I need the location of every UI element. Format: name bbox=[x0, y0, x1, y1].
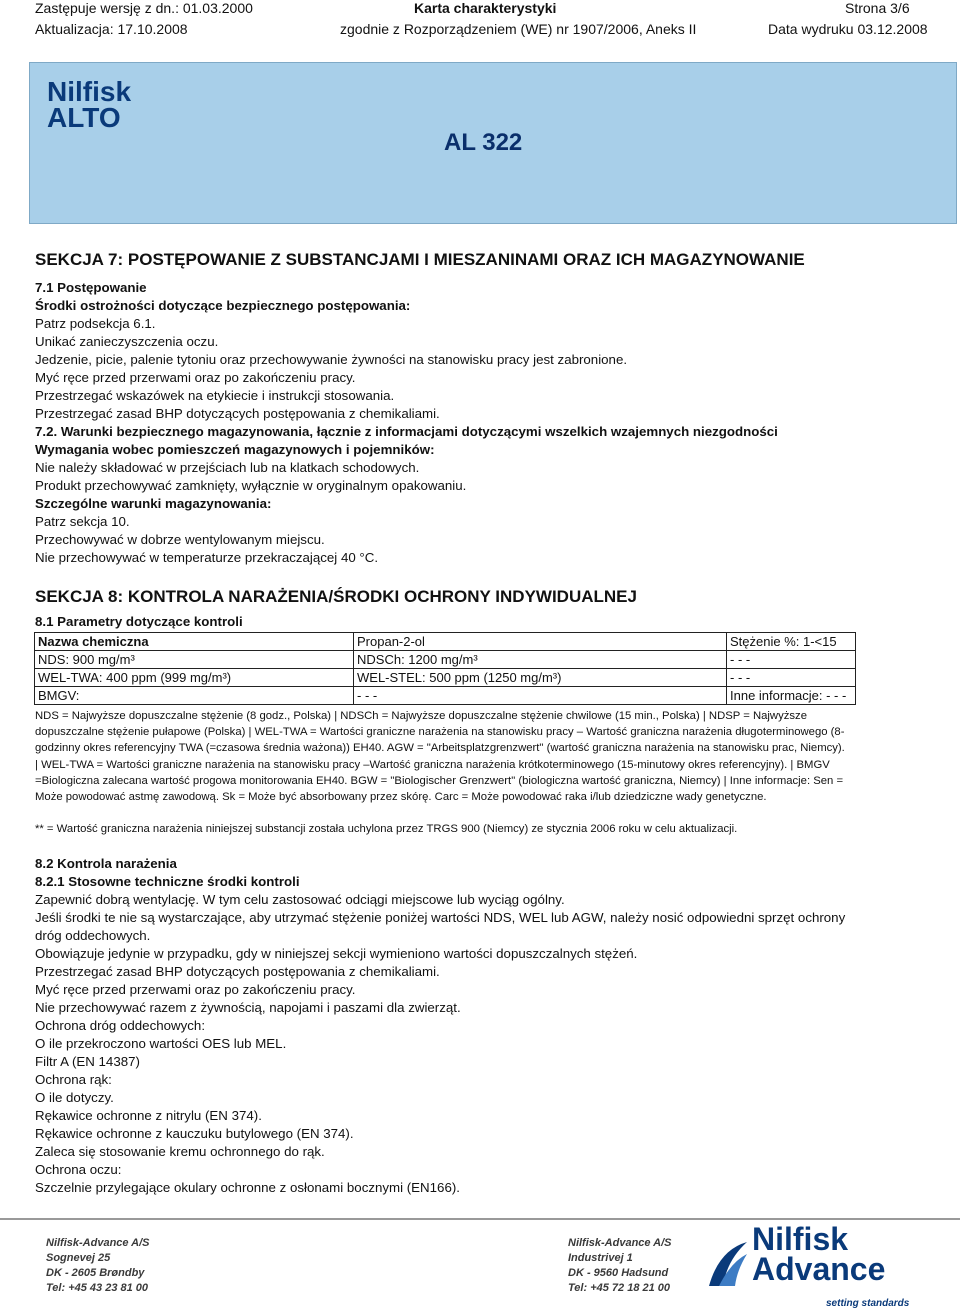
text-line: Myć ręce przed przerwami oraz po zakończeniu pracy. bbox=[35, 982, 356, 997]
table-row bbox=[35, 633, 856, 651]
text-line: O ile przekroczono wartości OES lub MEL. bbox=[35, 1036, 287, 1051]
brand-line-1: Nilfisk bbox=[752, 1221, 849, 1257]
section-8-title: SEKCJA 8: KONTROLA NARAŻENIA/ŚRODKI OCHRONY INDYWIDUALNEJ bbox=[35, 587, 637, 606]
table-cell: BMGV: bbox=[35, 687, 354, 705]
document-title: Karta charakterystyki bbox=[414, 0, 557, 16]
page-footer bbox=[0, 1218, 960, 1314]
tagline: setting standards bbox=[826, 1298, 910, 1309]
company-name: Nilfisk-Advance A/S bbox=[568, 1237, 672, 1249]
nilfisk-alto-logo bbox=[47, 76, 132, 133]
table-row bbox=[35, 651, 856, 669]
logo-line-1: Nilfisk bbox=[47, 76, 132, 107]
text-line: O ile dotyczy. bbox=[35, 1090, 114, 1105]
text-line: Unikać zanieczyszczenia oczu. bbox=[35, 334, 219, 349]
text-line: Ochrona oczu: bbox=[35, 1162, 122, 1177]
product-name: AL 322 bbox=[444, 129, 523, 156]
address-brondby bbox=[46, 1236, 150, 1296]
section-7-2-subheading: Wymagania wobec pomieszczeń magazynowych i pojemników: bbox=[35, 442, 435, 457]
text-line: Przechowywać w dobrze wentylowanym miejscu. bbox=[35, 532, 325, 547]
address-hadsund bbox=[568, 1236, 672, 1296]
table-cell: - - - bbox=[727, 669, 856, 687]
text-line: Ochrona dróg oddechowych: bbox=[35, 1018, 206, 1033]
phone: Tel: +45 72 18 21 00 bbox=[568, 1282, 671, 1294]
section-7-2-heading: 7.2. Warunki bezpiecznego magazynowania, łącznie z informacjami dotyczącymi wszelkich wzajemnych niezgodności bbox=[35, 424, 778, 439]
table-cell: - - - bbox=[727, 651, 856, 669]
table-cell: - - - bbox=[354, 687, 727, 705]
phone: Tel: +45 43 23 81 00 bbox=[46, 1282, 149, 1294]
text-line: Rękawice ochronne z nitrylu (EN 374). bbox=[35, 1108, 262, 1123]
text-line: Nie przechowywać w temperaturze przekraczającej 40 °C. bbox=[35, 550, 379, 565]
product-banner bbox=[29, 62, 957, 224]
city: DK - 2605 Brøndby bbox=[46, 1267, 145, 1279]
special-storage-heading: Szczególne warunki magazynowania: bbox=[35, 496, 272, 511]
street: Industrivej 1 bbox=[568, 1252, 633, 1264]
table-cell: WEL-STEL: 500 ppm (1250 mg/m³) bbox=[354, 669, 727, 687]
section-8-1-heading: 8.1 Parametry dotyczące kontroli bbox=[35, 614, 243, 629]
text-line: Patrz sekcja 10. bbox=[35, 514, 130, 529]
table-cell: NDSCh: 1200 mg/m³ bbox=[354, 651, 727, 669]
section-7-1-heading: 7.1 Postępowanie bbox=[35, 280, 147, 295]
company-name: Nilfisk-Advance A/S bbox=[46, 1237, 150, 1249]
text-line: Jedzenie, picie, palenie tytoniu oraz przechowywanie żywności na stanowisku pracy jest zabronione. bbox=[35, 352, 628, 367]
table-cell: Inne informacje: - - - bbox=[727, 687, 856, 705]
text-line: Zaleca się stosowanie kremu ochronnego do rąk. bbox=[35, 1144, 325, 1159]
text-line: Rękawice ochronne z kauczuku butylowego (EN 374). bbox=[35, 1126, 354, 1141]
logo-line-2: ALTO bbox=[47, 102, 121, 133]
table-cell: Propan-2-ol bbox=[354, 633, 727, 651]
table-row bbox=[35, 687, 856, 705]
brand-line-2: Advance bbox=[752, 1251, 886, 1287]
update-date: Aktualizacja: 17.10.2008 bbox=[35, 21, 188, 37]
text-line: Przestrzegać zasad BHP dotyczących postępowania z chemikaliami. bbox=[35, 964, 440, 979]
street: Sognevej 25 bbox=[46, 1252, 111, 1264]
replaces-version: Zastępuje wersję z dn.: 01.03.2000 bbox=[35, 0, 253, 16]
section-7-1-subheading: Środki ostrożności dotyczące bezpiecznego postępowania: bbox=[35, 298, 411, 313]
nilfisk-advance-logo bbox=[752, 1221, 886, 1287]
text-line: Obowiązuje jedynie w przypadku, gdy w niniejszej sekcji wymieniono wartości dopuszczalnych stężeń. bbox=[35, 946, 638, 961]
section-7-title: SEKCJA 7: POSTĘPOWANIE Z SUBSTANCJAMI I MIESZANINAMI ORAZ ICH MAGAZYNOWANIE bbox=[35, 250, 805, 269]
table-row bbox=[35, 669, 856, 687]
text-line: Jeśli środki te nie są wystarczające, aby utrzymać stężenie poniżej wartości NDS, WEL lub AGW, należy nosić odpowiedni sprzęt ochrony bbox=[35, 910, 846, 925]
text-line: Myć ręce przed przerwami oraz po zakończeniu pracy. bbox=[35, 370, 356, 385]
city: DK - 9560 Hadsund bbox=[568, 1267, 669, 1279]
text-line: Produkt przechowywać zamknięty, wyłącznie w oryginalnym opakowaniu. bbox=[35, 478, 467, 493]
exposure-limits-table bbox=[34, 632, 856, 705]
table-cell: Stężenie %: 1-<15 bbox=[727, 633, 856, 651]
text-line: Nie przechowywać razem z żywnością, napojami i paszami dla zwierząt. bbox=[35, 1000, 461, 1015]
text-line: dróg oddechowych. bbox=[35, 928, 151, 943]
nilfisk-logo-swoosh-icon bbox=[705, 1240, 749, 1288]
page-number: Strona 3/6 bbox=[845, 0, 910, 16]
text-line: Szczelnie przylegające okulary ochronne z osłonami bocznymi (EN166). bbox=[35, 1180, 460, 1195]
text-line: Przestrzegać wskazówek na etykiecie i instrukcji stosowania. bbox=[35, 388, 395, 403]
text-line: Przestrzegać zasad BHP dotyczących postępowania z chemikaliami. bbox=[35, 406, 440, 421]
table-cell: WEL-TWA: 400 ppm (999 mg/m³) bbox=[35, 669, 354, 687]
text-line: Ochrona rąk: bbox=[35, 1072, 112, 1087]
table-footnote-2: ** = Wartość graniczna narażenia niniejszej substancji została uchylona przez TRGS 900 (Niemcy) ze stycznia 2006 roku w celu aktualizacji. bbox=[35, 823, 738, 835]
regulation: zgodnie z Rozporządzeniem (WE) nr 1907/2006, Aneks II bbox=[340, 21, 697, 37]
text-line: Patrz podsekcja 6.1. bbox=[35, 316, 156, 331]
table-footnote: NDS = Najwyższe dopuszczalne stężenie (8 godz., Polska) | NDSCh = Najwyższe dopuszczalne stężenie chwilowe (15 min., Polska) | NDSP = Najwyższe dopuszczalne stężenie pułapowe (Polska) | WEL-TWA = Wartości graniczne narażenia na stanowisku pracy – Wartość graniczna narażenia długoterminowego (8-godzinny okres referencyjny TWA (=czasowa średnia ważona)) EH40. AGW = "Arbeitsplatzgrenzwert" (wartość graniczna narażenia na stanowisku prac, Niemcy). | WEL-TWA = Wartości graniczne narażenia na stanowisku pracy –Wartość graniczna narażenia krótkoterminowego (15-minutowy okres referencyjny). | BMGV =Biologiczna zalecana wartość progowa monitorowania EH40. BGW = "Biologischer Grenzwert" (biologiczna wartość graniczna, Niemcy) | Inne informacje: Sen = Może powodować astmę zawodową. Sk = Może być absorbowany przez skórę. Carc = Może powodować raka i/lub dziedziczne wady genetyczne. bbox=[35, 710, 845, 804]
table-cell: Nazwa chemiczna bbox=[35, 633, 354, 651]
print-date: Data wydruku 03.12.2008 bbox=[768, 21, 928, 37]
text-line: Zapewnić dobrą wentylację. W tym celu zastosować odciągi miejscowe lub wyciąg ogólny. bbox=[35, 892, 565, 907]
table-cell: NDS: 900 mg/m³ bbox=[35, 651, 354, 669]
section-8-2-heading: 8.2 Kontrola narażenia bbox=[35, 856, 177, 871]
text-line: Nie należy składować w przejściach lub na klatkach schodowych. bbox=[35, 460, 420, 475]
text-line: Filtr A (EN 14387) bbox=[35, 1054, 140, 1069]
section-8-2-1-heading: 8.2.1 Stosowne techniczne środki kontroli bbox=[35, 874, 300, 889]
